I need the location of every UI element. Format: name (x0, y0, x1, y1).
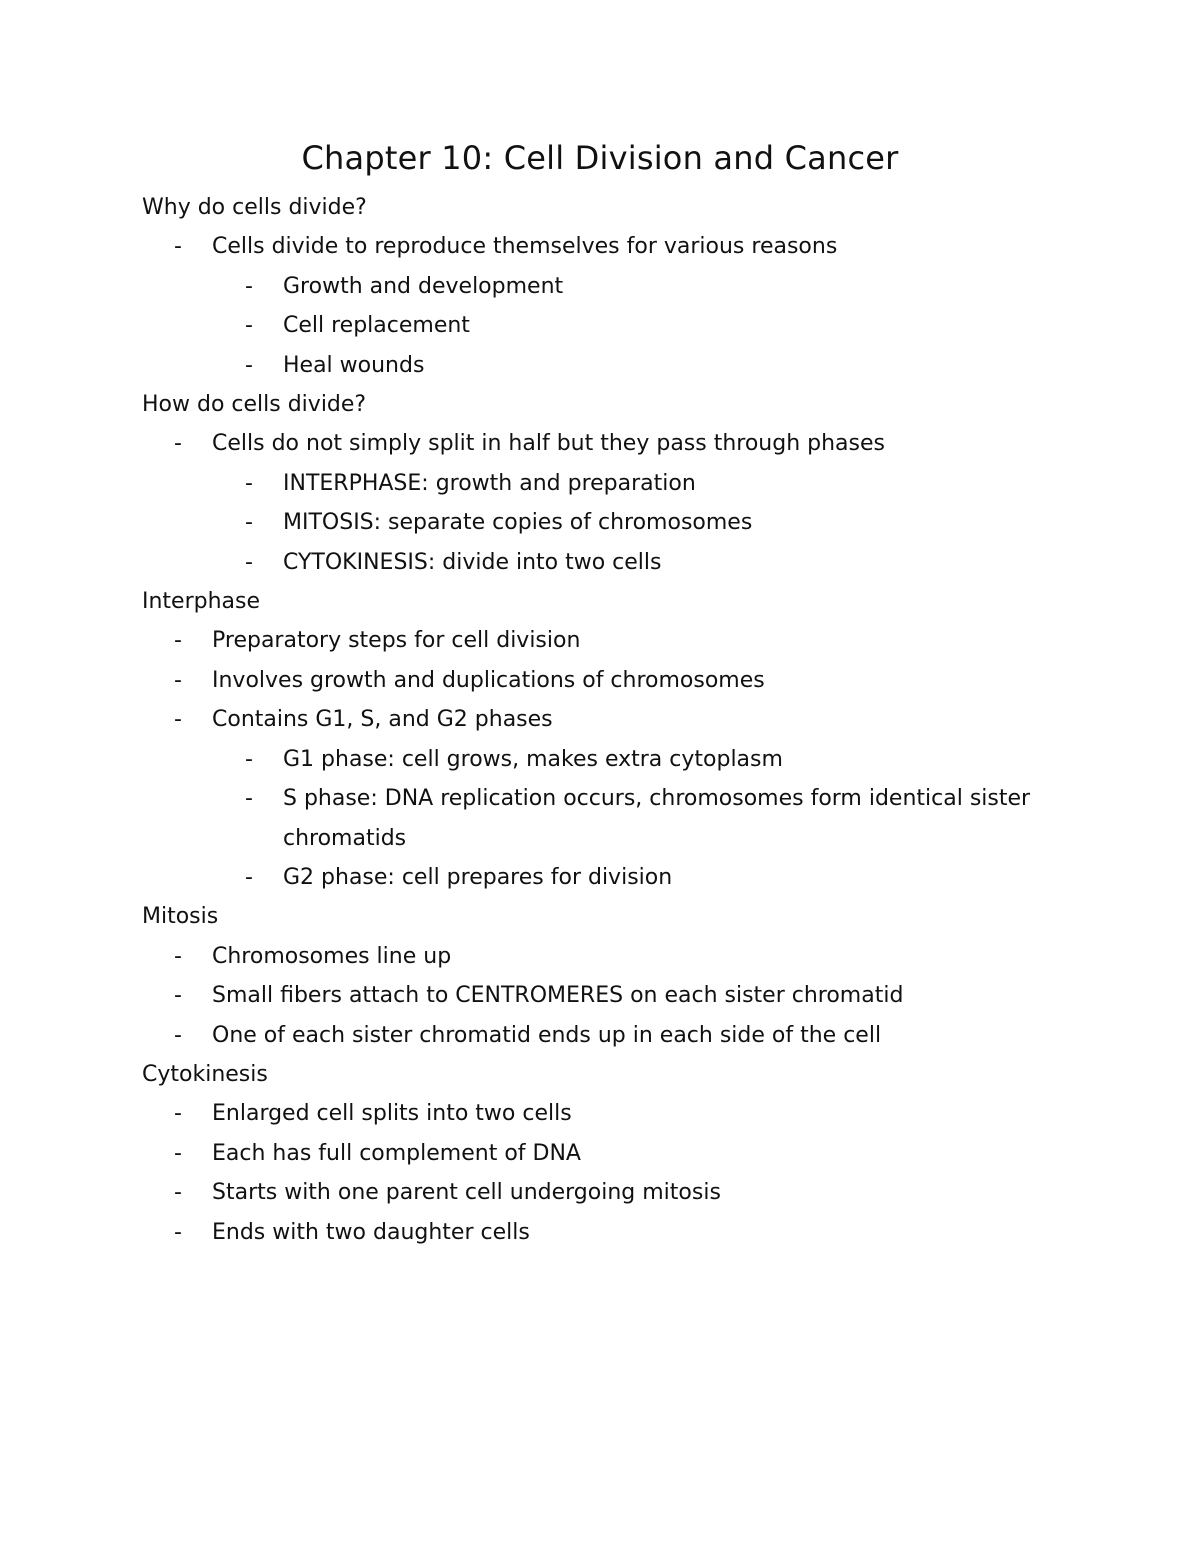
notes-body (142, 188, 1100, 1252)
list-item-text: Starts with one parent cell undergoing mitosis (212, 1180, 721, 1206)
section-heading: How do cells divide? (142, 392, 367, 418)
bullet-list (142, 424, 1100, 582)
sub-list-item (142, 503, 1100, 542)
bullet-dash: - (245, 470, 253, 496)
list-item (142, 227, 1100, 266)
section-heading: Mitosis (142, 904, 219, 930)
bullet-list (142, 621, 1100, 897)
list-item (142, 1016, 1100, 1055)
list-item-text: Preparatory steps for cell division (212, 628, 581, 654)
list-item (142, 1134, 1100, 1173)
sub-list-item-text: S phase: DNA replication occurs, chromosomes form identical sister chromatids (283, 786, 1031, 851)
list-item-text: Contains G1, S, and G2 phases (212, 707, 553, 733)
bullet-dash: - (174, 628, 182, 654)
sub-list-item-text: G1 phase: cell grows, makes extra cytoplasm (283, 746, 783, 772)
sub-list-item (142, 346, 1100, 385)
sub-list-item (142, 306, 1100, 345)
sub-list-item-text: G2 phase: cell prepares for division (283, 864, 673, 890)
list-item (142, 424, 1100, 463)
list-item-text: Cells divide to reproduce themselves for various reasons (212, 234, 838, 260)
section-heading: Why do cells divide? (142, 195, 367, 220)
list-item (142, 976, 1100, 1015)
bullet-list (142, 937, 1100, 1055)
list-item-text: Each has full complement of DNA (212, 1140, 581, 1166)
bullet-dash: - (174, 1101, 182, 1127)
list-item (142, 1213, 1100, 1252)
bullet-dash: - (174, 1219, 182, 1245)
page-title: Chapter 10: Cell Division and Cancer (301, 139, 899, 177)
sub-bullet-list (142, 464, 1100, 582)
section-heading: Interphase (142, 589, 261, 615)
sub-bullet-list (142, 740, 1100, 898)
bullet-list (142, 227, 1100, 385)
bullet-dash: - (245, 549, 253, 575)
sub-list-item (142, 779, 1100, 858)
sub-list-item-text: INTERPHASE: growth and preparation (283, 470, 696, 496)
bullet-dash: - (174, 1180, 182, 1206)
bullet-dash: - (174, 667, 182, 693)
bullet-dash: - (174, 1022, 182, 1048)
list-item-text: Involves growth and duplications of chromosomes (212, 667, 765, 693)
bullet-dash: - (245, 510, 253, 536)
bullet-dash: - (174, 234, 182, 260)
sub-list-item-text: MITOSIS: separate copies of chromosomes (283, 510, 753, 536)
bullet-dash: - (174, 983, 182, 1009)
section-heading: Cytokinesis (142, 1061, 268, 1087)
sub-list-item (142, 543, 1100, 582)
sub-list-item-text: CYTOKINESIS: divide into two cells (283, 549, 662, 575)
bullet-dash: - (174, 431, 182, 457)
bullet-dash: - (245, 746, 253, 772)
list-item-text: Ends with two daughter cells (212, 1219, 530, 1245)
list-item-text: Cells do not simply split in half but they pass through phases (212, 431, 885, 457)
list-item-text: Enlarged cell splits into two cells (212, 1101, 572, 1127)
bullet-dash: - (174, 707, 182, 733)
sub-bullet-list (142, 267, 1100, 385)
bullet-dash: - (245, 786, 253, 812)
bullet-dash: - (245, 864, 253, 890)
bullet-dash: - (174, 1140, 182, 1166)
sub-list-item (142, 267, 1100, 306)
sub-list-item (142, 740, 1100, 779)
bullet-dash: - (245, 352, 253, 378)
bullet-list (142, 1094, 1100, 1252)
sub-list-item (142, 858, 1100, 897)
list-item (142, 700, 1100, 739)
sub-list-item (142, 464, 1100, 503)
list-item (142, 661, 1100, 700)
list-item-text: Chromosomes line up (212, 943, 452, 969)
list-item-text: Small fibers attach to CENTROMERES on each sister chromatid (212, 983, 904, 1009)
bullet-dash: - (245, 273, 253, 299)
list-item (142, 937, 1100, 976)
list-item (142, 621, 1100, 660)
list-item-text: One of each sister chromatid ends up in each side of the cell (212, 1022, 882, 1048)
bullet-dash: - (174, 943, 182, 969)
sub-list-item-text: Growth and development (283, 273, 564, 299)
bullet-dash: - (245, 313, 253, 339)
list-item (142, 1094, 1100, 1133)
sub-list-item-text: Cell replacement (283, 313, 470, 339)
list-item (142, 1173, 1100, 1212)
sub-list-item-text: Heal wounds (283, 352, 425, 378)
